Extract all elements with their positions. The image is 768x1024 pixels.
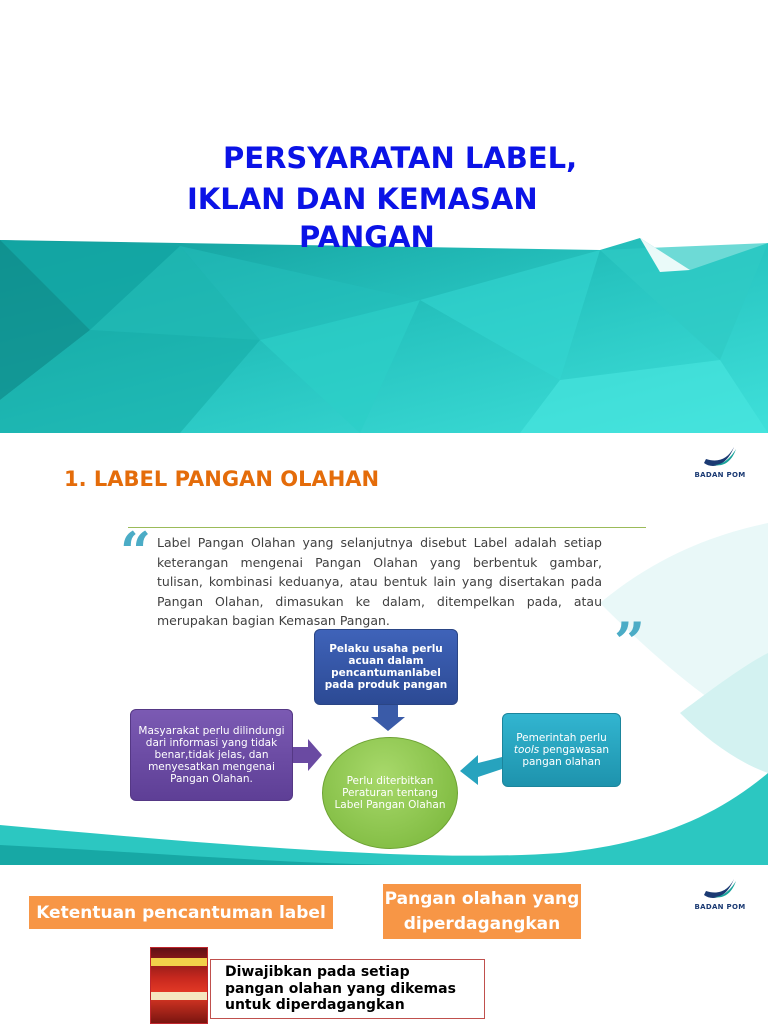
- box-business-actors: Pelaku usaha perlu acuan dalam pencantumanlabel pada produk pangan: [314, 629, 458, 705]
- badan-pom-logo-icon: [700, 875, 740, 903]
- close-quote-icon: ”: [614, 610, 646, 674]
- section-heading: 1. LABEL PANGAN OLAHAN: [64, 467, 380, 491]
- box-government-tools: [502, 713, 621, 787]
- title-line-2: IKLAN DAN KEMASAN: [187, 182, 538, 216]
- photo-strip: [151, 992, 208, 1000]
- label-definition-slide: [0, 433, 768, 865]
- heading-divider: [128, 527, 646, 528]
- badan-pom-logo: [690, 443, 750, 483]
- packaged-food-photo: [150, 947, 208, 1024]
- title-line-3: PANGAN: [299, 220, 435, 254]
- label-definition-text: Label Pangan Olahan yang selanjutnya disebut Label adalah setiap keterangan mengenai Pangan Olahan yang berbentuk gambar, tulisan, kombinasi keduanya, atau bentuk lain yang disertakan pada Pangan Olahan, dimasukan ke dalam, ditempelkan pada, atau merupakan bagian Kemasan Pangan.: [157, 535, 602, 628]
- badan-pom-logo-icon: [700, 443, 740, 471]
- title-slide: [0, 0, 768, 433]
- title-line-1: PERSYARATAN LABEL,: [223, 141, 578, 175]
- label-provisions-button[interactable]: Ketentuan pencantuman label: [29, 896, 333, 929]
- label-provisions-slide: [0, 865, 768, 1024]
- logo-text: BADAN POM: [694, 903, 746, 911]
- circle-regulation-needed: Perlu diterbitkan Peraturan tentang Label Pangan Olahan: [322, 737, 458, 849]
- photo-strip: [151, 958, 208, 966]
- box-right-text-em: tools: [513, 744, 540, 756]
- box-public-protection: Masyarakat perlu dilindungi dari informasi yang tidak benar,tidak jelas, dan menyesatkan mengenai Pangan Olahan.: [130, 709, 293, 801]
- requirement-text-box: Diwajibkan pada setiap pangan olahan yang dikemas untuk diperdagangkan: [210, 959, 485, 1019]
- badan-pom-logo: [690, 875, 750, 915]
- box-right-text-1: Pemerintah perlu: [516, 732, 607, 744]
- open-quote-icon: “: [120, 520, 152, 584]
- logo-text: BADAN POM: [694, 471, 746, 479]
- box-right-text-2: pengawasan pangan olahan: [522, 744, 610, 768]
- traded-processed-food-button[interactable]: Pangan olahan yang diperdagangkan: [383, 884, 581, 939]
